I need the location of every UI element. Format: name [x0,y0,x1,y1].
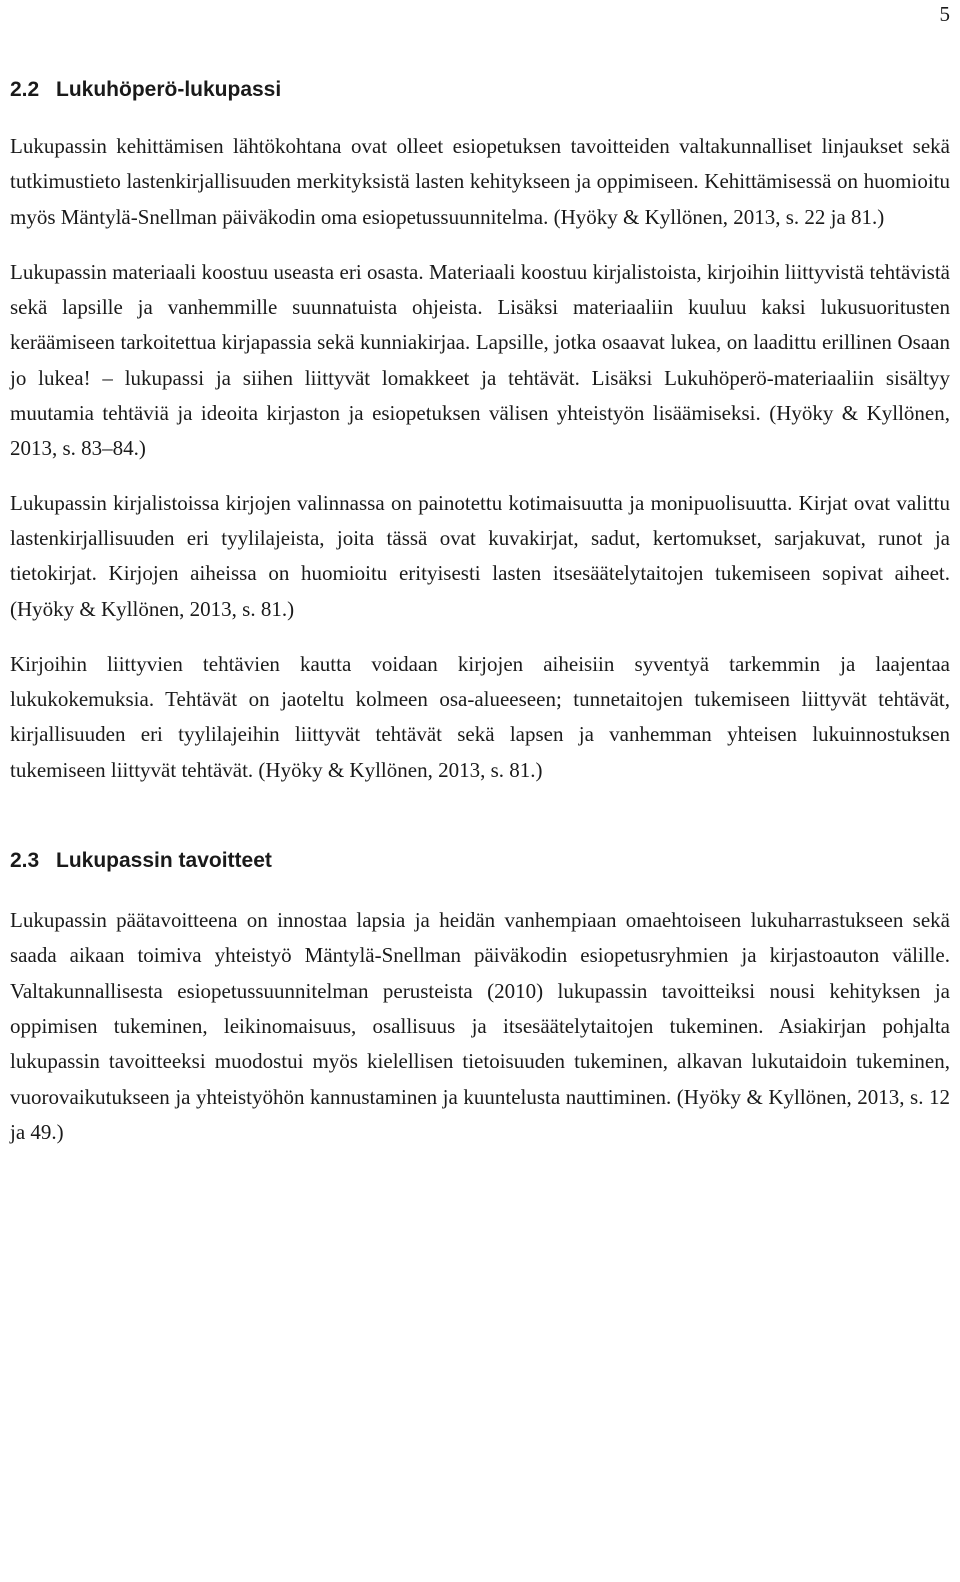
page-number: 5 [939,2,950,26]
section-title: Lukupassin tavoitteet [56,849,272,873]
paragraph: Kirjoihin liittyvien tehtävien kautta voidaan kirjojen aiheisiin syventyä tarkemmin ja laajentaa lukukokemuksia. Tehtävät on jaoteltu kolmeen osa-alueeseen; tunnetaitojen tukemiseen liittyvät tehtävät, kirjallisuuden eri tyylilajeihin liittyvät tehtävät sekä lapsen ja vanhemman yhteisen lukuinnostuksen tukemiseen liittyvät tehtävät. (Hyöky & Kyllönen, 2013, s. 81.) [10,651,950,782]
paragraph: Lukupassin kirjalistoissa kirjojen valinnassa on painotettu kotimaisuutta ja monipuolisuutta. Kirjat ovat valittu lastenkirjallisuuden eri tyylilajeista, joita tässä ovat kuvakirjat, sadut, kertomukset, sarjakuvat, runot ja tietokirjat. Kirjojen aiheissa on huomioitu erityisesti lasten itsesäätelytaitojen tukemiseen sopivat aiheet. (Hyöky & Kyllönen, 2013, s. 81.) [10,490,950,621]
section-number: 2.3 [10,849,40,873]
section-heading-2-2 [10,72,950,107]
paragraph: Lukupassin päätavoitteena on innostaa lapsia ja heidän vanhempiaan omaehtoiseen lukuharrastukseen sekä saada aikaan toimiva yhteistyö Mäntylä-Snellman päiväkodin esiopetusryhmien ja kirjastoauton välille. Valtakunnallisesta esiopetussuunnitelman perusteista (2010) lukupassin tavoitteiksi nousi kehityksen ja oppimisen tukeminen, leikinomaisuus, osallisuus ja itsesäätelytaitojen tukeminen. Asiakirjan pohjalta lukupassin tavoitteeksi muodostui myös kielellisen tietoisuuden tukeminen, alkavan lukutaidoin tukeminen, vuorovaikutukseen ja yhteistyöhön kannustaminen ja kuuntelusta nauttiminen. (Hyöky & Kyllönen, 2013, s. 12 ja 49.) [10,908,950,1144]
document-body [10,72,950,1150]
section-number: 2.2 [10,78,40,101]
section-title: Lukuhöperö-lukupassi [56,78,282,101]
paragraph: Lukupassin materiaali koostuu useasta eri osasta. Materiaali koostuu kirjalistoista, kirjoihin liittyvistä tehtävistä sekä lapsille ja vanhemmille suunnatuista ohjeista. Lisäksi materiaaliin kuuluu kaksi lukusuoritusten keräämiseen tarkoitettua kirjapassia sekä kunniakirjaa. Lapsille, jotka osaavat lukea, on laadittu erillinen Osaan jo lukea! – lukupassi ja siihen liittyvät lomakkeet ja tehtävät. Lisäksi Lukuhöperö-materiaaliin sisältyy muutamia tehtäviä ja ideoita kirjaston ja esiopetuksen välisen yhteistyön lisäämiseksi. (Hyöky & Kyllönen, 2013, s. 83–84.) [10,259,950,461]
section-heading-2-3 [10,843,950,878]
paragraph: Lukupassin kehittämisen lähtökohtana ovat olleet esiopetuksen tavoitteiden valtakunnalliset linjaukset sekä tutkimustieto lastenkirjallisuuden merkityksistä lasten kehitykseen ja oppimiseen. Kehittämisessä on huomioitu myös Mäntylä-Snellman päiväkodin oma esiopetussuunnitelma. (Hyöky & Kyllönen, 2013, s. 22 ja 81.) [10,134,950,229]
